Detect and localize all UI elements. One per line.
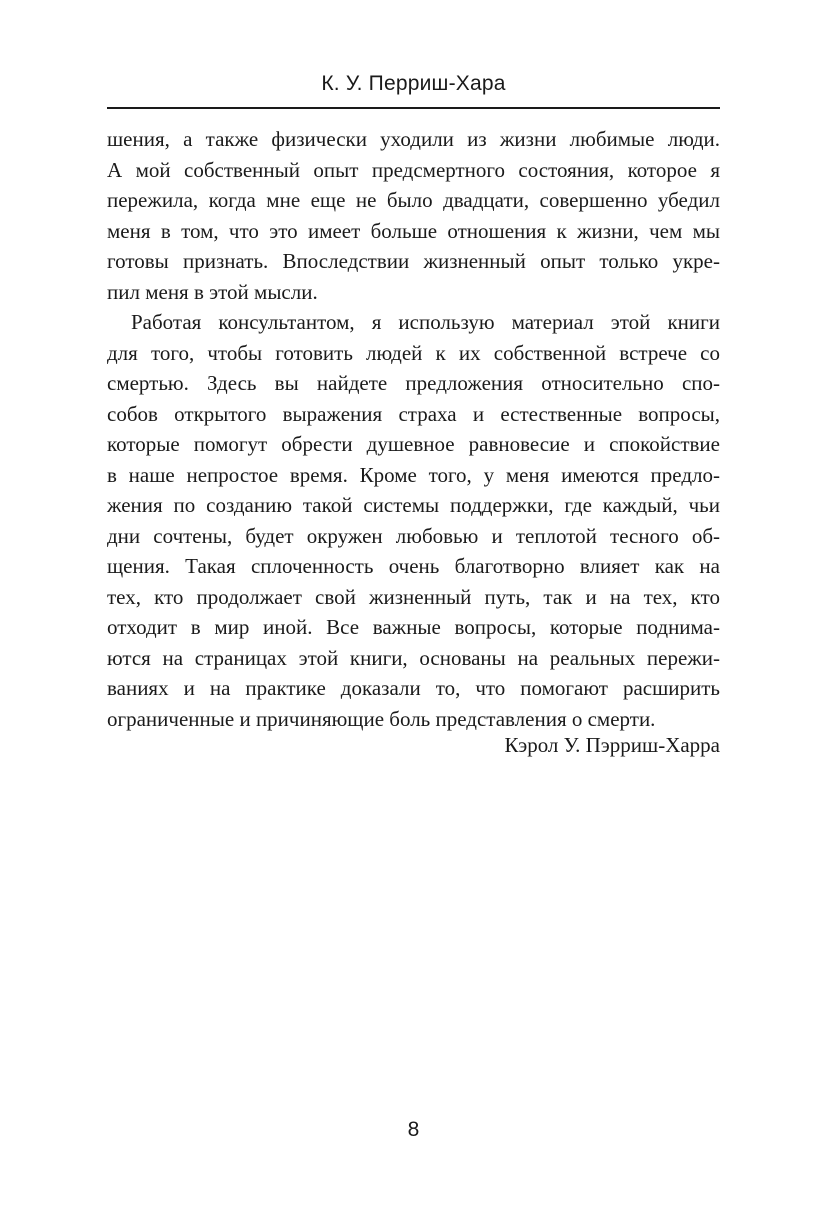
text-line: Работая консультантом, я использую материал этой книги (131, 310, 720, 334)
text-line: смертью. Здесь вы найдете предложения относительно спо- (107, 371, 720, 395)
running-header-title: К. У. Перриш-Хара (321, 72, 506, 95)
text-line: ограниченные и причиняющие боль представления о смерти. (107, 706, 656, 731)
text-line: для того, чтобы готовить людей к их собственной встрече со (107, 340, 720, 365)
text-line: пил меня в этой мысли. (107, 279, 318, 304)
text-line: жения по созданию такой системы поддержки, где каждый, чьи (107, 493, 720, 517)
text-line: ваниях и на практике доказали то, что помогают расширить (107, 676, 720, 700)
text-line: щения. Такая сплоченность очень благотворно влияет как на (107, 554, 720, 578)
text-line: отходит в мир иной. Все важные вопросы, которые поднима- (107, 615, 720, 639)
text-line: шения, а также физически уходили из жизни любимые люди. (107, 127, 720, 151)
text-line: готовы признать. Впоследствии жизненный опыт только укре- (107, 249, 720, 273)
text-line: меня в том, что это имеет больше отношения к жизни, чем мы (107, 218, 720, 243)
author-signature: Кэрол У. Пэрриш-Харра (504, 733, 720, 757)
text-line: пережила, когда мне еще не было двадцати, совершенно убедил (107, 188, 720, 212)
paragraph (107, 124, 720, 307)
text-line: А мой собственный опыт предсмертного состояния, которое я (107, 157, 720, 182)
header-divider (107, 107, 720, 109)
main-text (107, 124, 720, 734)
paragraph (107, 307, 720, 734)
text-line: тех, кто продолжает свой жизненный путь, так и на тех, кто (107, 584, 720, 609)
text-line: собов открытого выражения страха и естественные вопросы, (107, 401, 720, 426)
text-line: в наше непростое время. Кроме того, у меня имеются предло- (107, 462, 720, 487)
text-line: ются на страницах этой книги, основаны на реальных пережи- (107, 645, 720, 670)
page-number: 8 (407, 1118, 420, 1141)
text-line: которые помогут обрести душевное равновесие и спокойствие (107, 432, 720, 456)
text-line: дни сочтены, будет окружен любовью и теплотой тесного об- (107, 523, 720, 548)
